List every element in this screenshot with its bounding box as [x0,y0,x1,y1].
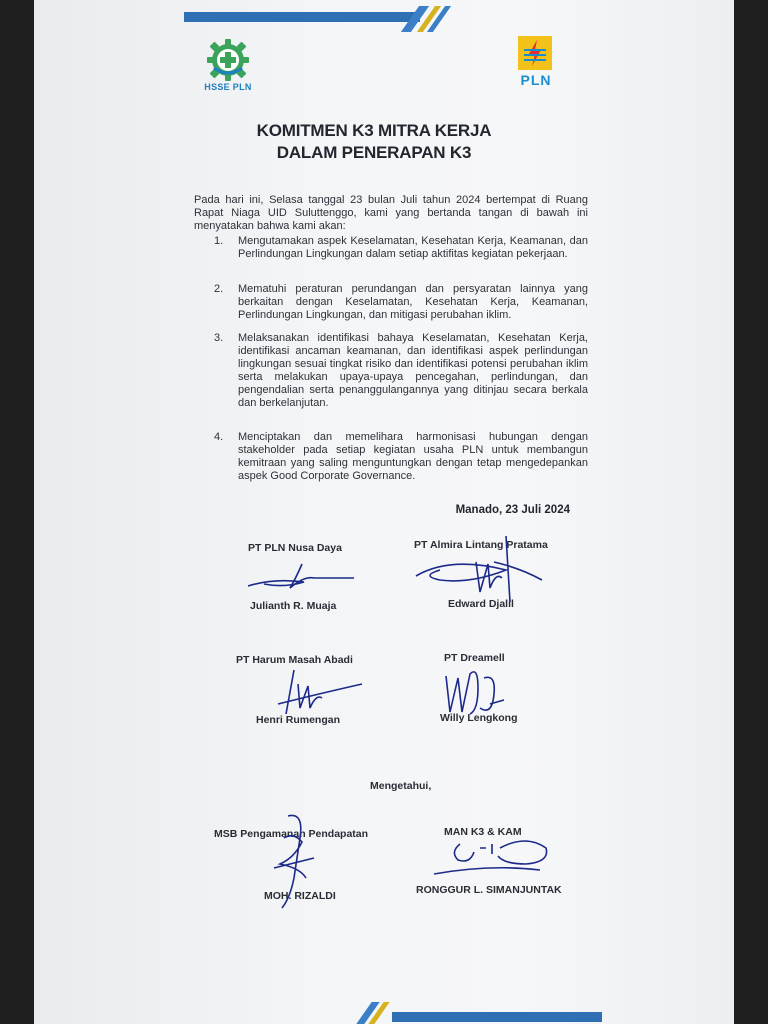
title-line: KOMITMEN K3 MITRA KERJA [256,121,492,140]
intro-paragraph: Pada hari ini, Selasa tanggal 23 bulan Juli tahun 2024 bertempat di Ruang Rapat Niaga UID Suluttenggo, kami yang bertanda tangan di bawah ini menyatakan bahwa kami akan: [194,194,588,232]
signatory-company: MSB Pengamanan Pendapatan [214,828,369,840]
title-line: DALAM PENERAPAN K3 [276,143,472,162]
item-number: 4. [214,431,224,443]
photo-backdrop-left [0,0,34,1024]
signatory-name: Julianth R. Muaja [250,600,337,612]
signatory-name: Henri Rumengan [256,714,341,726]
footer-accent-bar [392,1012,602,1022]
pln-lightning-icon [518,36,552,70]
signatory-company: PT Harum Masah Abadi [236,654,353,666]
signatory-name: RONGGUR L. SIMANJUNTAK [416,884,562,896]
item-text: Menciptakan dan memelihara harmonisasi hubungan dengan stakeholder pada setiap kegiatan usaha PLN untuk membangun kemitraan yang saling menguntungkan dengan tetap mengedepankan aspek Good Corporate Governance. [238,431,588,482]
signatory-company: PT Dreamell [444,652,505,664]
pln-logo [510,32,562,92]
signatory-company: PT Almira Lintang Pratama [414,539,548,551]
item-number: 2. [214,283,224,295]
item-number: 3. [214,332,224,344]
document-title [214,120,534,164]
item-number: 1. [214,235,224,247]
item-text: Mematuhi peraturan perundangan dan persyaratan lainnya yang berkaitan dengan Keselamatan, Kesehatan Kerja, Keamanan, Perlindungan Lingkungan, dan mitigasi perubahan iklim. [238,283,588,321]
signatory-name: Willy Lengkong [440,712,518,724]
hsse-pln-logo [200,38,256,96]
header-accent-bar [184,12,420,22]
item-text: Melaksanakan identifikasi bahaya Keselamatan, Kesehatan Kerja, identifikasi ancaman keamanan, dan identifikasi aspek perlindungan lingkungan sesuai tingkat risiko dan identifikasi potensi perubahan iklim serta melakukan upaya-upaya pencegahan, perlindungan, dan pengendalian serta penanggulangannya yang ditinjau secara berkala dan berkelanjutan. [238,332,588,409]
mengetahui-label: Mengetahui, [370,780,432,792]
signature-julianth [244,558,364,598]
item-text: Mengutamakan aspek Keselamatan, Kesehatan Kerja, Keamanan, dan Perlindungan Lingkungan dalam setiap aktifitas kegiatan pekerjaan. [238,235,588,260]
signature-ronggur [430,834,570,886]
signatory-name: MOH. RIZALDI [264,890,336,902]
document-date: Manado, 23 Juli 2024 [455,504,570,516]
signatory-name: Edward Djalil [448,598,514,610]
hsse-gear-cross-icon [206,38,250,82]
document-page [34,0,734,1024]
hsse-logo-text: HSSE PLN [204,82,252,92]
signatory-company: PT PLN Nusa Daya [248,542,342,554]
signatory-company: MAN K3 & KAM [444,826,522,838]
photo-backdrop-right [734,0,768,1024]
pln-logo-text: PLN [520,72,552,88]
